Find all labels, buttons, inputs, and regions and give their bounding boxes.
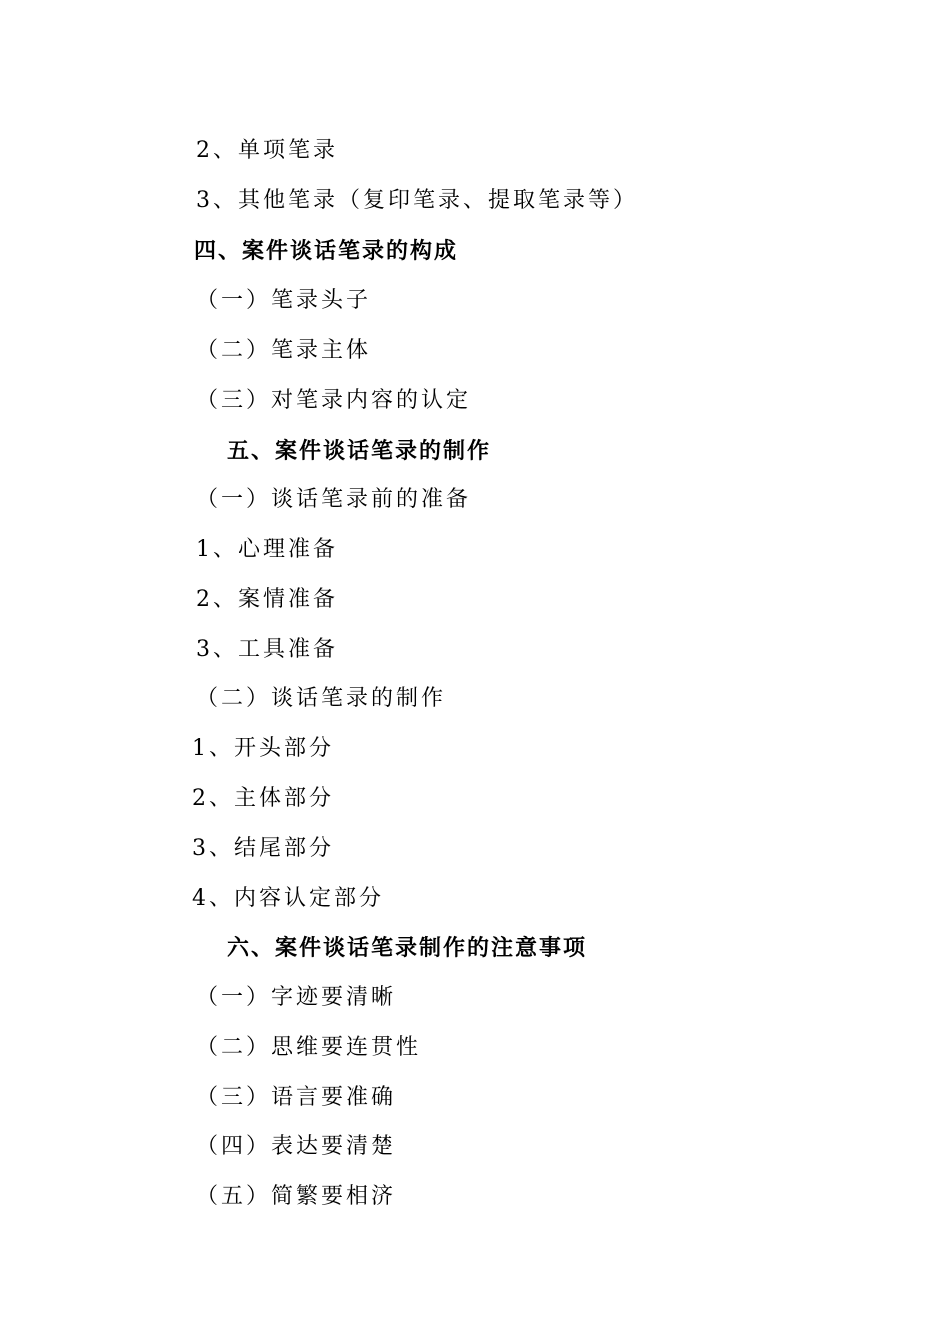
list-item-header: （一）笔录头子 (196, 288, 372, 313)
section-heading-4: 四、案件谈话笔录的构成 (194, 238, 459, 264)
list-item-opening: 1、开头部分 (192, 736, 334, 761)
section-heading-6: 六、案件谈话笔录制作的注意事项 (227, 935, 588, 961)
list-item-concise-detail: （五）简繁要相济 (196, 1184, 397, 1209)
list-item-main-part: 2、主体部分 (192, 786, 334, 811)
list-item-content-confirm: 4、内容认定部分 (192, 886, 384, 911)
list-item-preparation: （一）谈话笔录前的准备 (196, 487, 472, 512)
list-item-case-prep: 2、案情准备 (196, 587, 338, 612)
list-item-tool-prep: 3、工具准备 (196, 637, 338, 662)
list-item-mental-prep: 1、心理准备 (196, 537, 338, 562)
list-item-clear-writing: （一）字迹要清晰 (196, 985, 397, 1010)
list-item-accurate-language: （三）语言要准确 (196, 1085, 397, 1110)
list-item-ending: 3、结尾部分 (192, 836, 334, 861)
list-item-making: （二）谈话笔录的制作 (196, 686, 447, 711)
section-heading-5: 五、案件谈话笔录的制作 (227, 438, 492, 464)
list-item-clear-expression: （四）表达要清楚 (196, 1134, 397, 1159)
list-item-single-record: 2、单项笔录 (196, 138, 338, 163)
list-item-confirmation: （三）对笔录内容的认定 (196, 388, 472, 413)
list-item-other-records: 3、其他笔录（复印笔录、提取笔录等） (196, 188, 638, 213)
list-item-body: （二）笔录主体 (196, 338, 372, 363)
list-item-coherent-thinking: （二）思维要连贯性 (196, 1035, 422, 1060)
